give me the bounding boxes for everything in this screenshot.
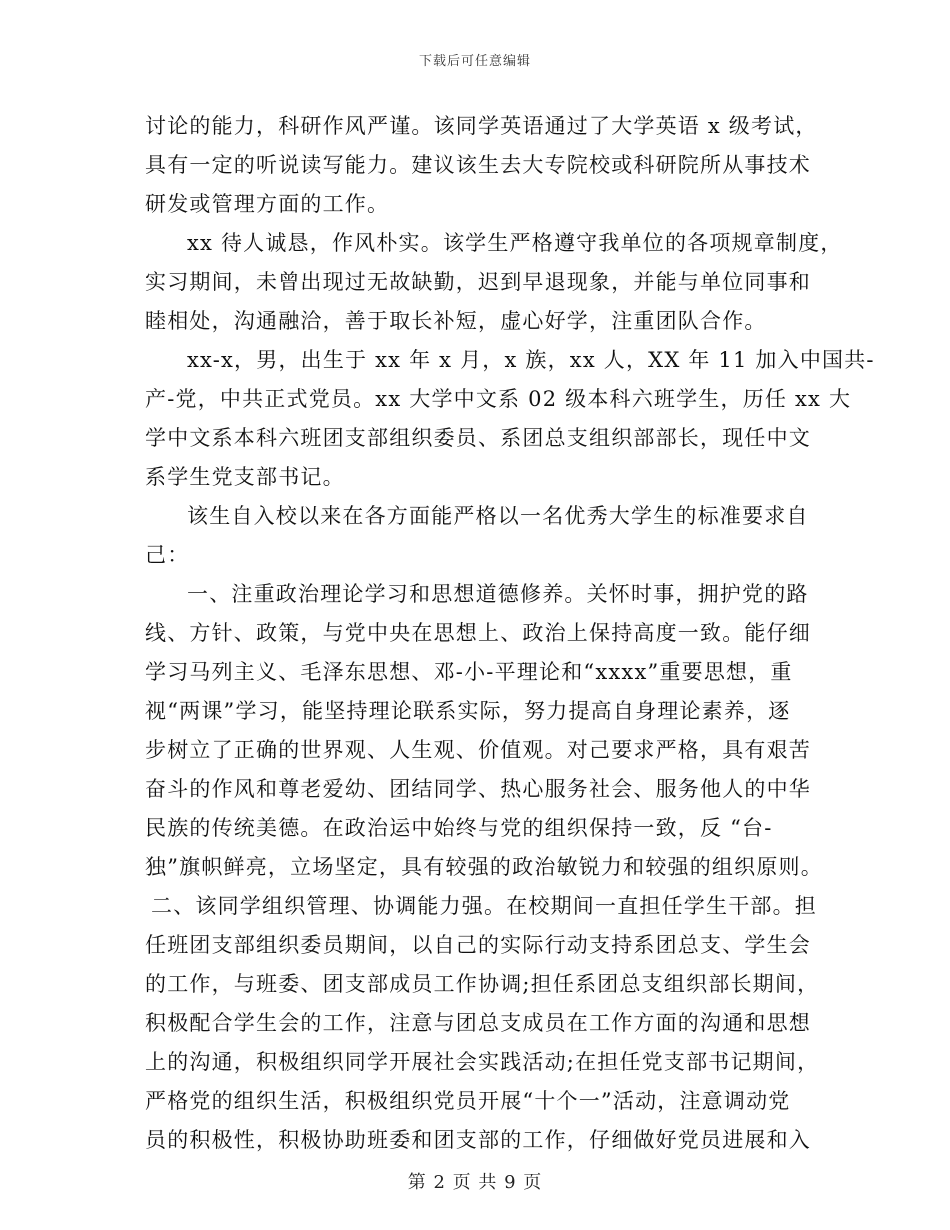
text-line: 独”旗帜鲜亮，立场坚定，具有较强的政治敏锐力和较强的组织原则。 [145,855,823,879]
text-line: xx 待人诚恳，作风朴实。该学生严格遵守我单位的各项规章制度， [187,231,843,255]
text-line: 产-党，中共正式党员。xx 大学中文系 02 级本科六班学生，历任 xx 大 [145,387,852,411]
text-line: 二、该同学组织管理、协调能力强。在校期间一直担任学生干部。担 [151,894,817,918]
text-line: 积极配合学生会的工作，注意与团总支成员在工作方面的沟通和思想 [145,1011,811,1035]
text-line: 奋斗的作风和尊老爱幼、团结同学、热心服务社会、服务他人的中华 [145,777,811,801]
text-line: 讨论的能力，科研作风严谨。该同学英语通过了大学英语 x 级考试， [145,114,818,138]
text-line: 一、注重政治理论学习和思想道德修养。关怀时事，拥护党的路 [187,582,809,606]
text-line: 学习马列主义、毛泽东思想、邓-小-平理论和“xxxx”重要思想，重 [145,660,793,684]
document-body [145,107,875,1160]
page-header: 下载后可任意编辑 [418,54,531,69]
text-line: 视“两课”学习，能坚持理论联系实际，努力提高自身理论素养，逐 [145,699,791,723]
text-line: 具有一定的听说读写能力。建议该生去大专院校或科研院所从事技术 [145,153,811,177]
text-line: 民族的传统美德。在政治运中始终与党的组织保持一致，反 “台- [145,816,773,840]
text-line: 系学生党支部书记。 [145,465,345,489]
text-line: 睦相处，沟通融洽，善于取长补短，虚心好学，注重团队合作。 [145,309,767,333]
text-line: 研发或管理方面的工作。 [145,192,390,216]
text-line: 该生自入校以来在各方面能严格以一名优秀大学生的标准要求自 [187,504,809,528]
text-line: 员的积极性，积极协助班委和团支部的工作，仔细做好党员进展和入 [145,1128,811,1152]
text-line: 线、方针、政策，与党中央在思想上、政治上保持高度一致。能仔细 [145,621,811,645]
text-line: xx-x，男，出生于 xx 年 x 月，x 族，xx 人，XX 年 11 加入中国共- [187,348,875,372]
text-line: 学中文系本科六班团支部组织委员、系团总支组织部部长，现任中文 [145,426,811,450]
text-line: 严格党的组织生活，积极组织党员开展“十个一”活动，注意调动党 [145,1089,791,1113]
text-line: 的工作，与班委、团支部成员工作协调;担任系团总支组织部长期间， [145,972,820,996]
text-line: 步树立了正确的世界观、人生观、价值观。对己要求严格，具有艰苦 [145,738,811,762]
text-line: 实习期间，未曾出现过无故缺勤，迟到早退现象，并能与单位同事和 [145,270,811,294]
page-footer: 第 2 页 共 9 页 [407,1172,543,1193]
text-line: 上的沟通，积极组织同学开展社会实践活动;在担任党支部书记期间， [145,1050,820,1074]
text-line: 己： [145,543,190,567]
text-line: 任班团支部组织委员期间，以自己的实际行动支持系团总支、学生会 [145,933,811,957]
